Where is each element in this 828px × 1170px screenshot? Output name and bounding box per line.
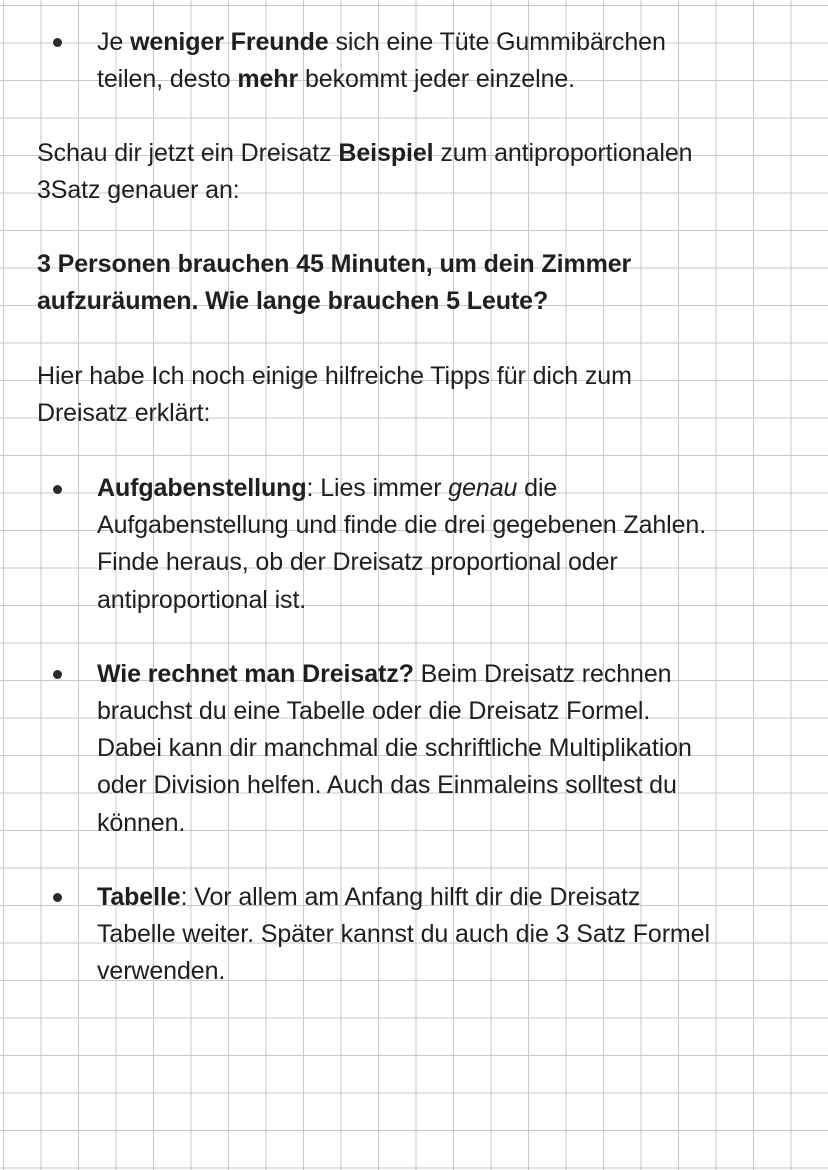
tip-title: Tabelle bbox=[97, 883, 181, 911]
bullet-dot bbox=[53, 670, 62, 679]
example-line2 bbox=[37, 283, 548, 320]
example-line1 bbox=[37, 246, 631, 283]
tips-intro-line1: Hier habe Ich noch einige hilfreiche Tipps für dich zum bbox=[37, 362, 632, 390]
tip-title: Wie rechnet man Dreisatz? bbox=[97, 660, 414, 688]
text: Beim Dreisatz rechnen bbox=[413, 660, 672, 688]
bullet1-line1 bbox=[97, 24, 666, 61]
intro-line2: 3Satz genauer an: bbox=[37, 176, 240, 204]
tips-intro-line2: Dreisatz erklärt: bbox=[37, 399, 211, 427]
text: sich eine Tüte Gummibärchen bbox=[328, 28, 666, 56]
bullet-dot bbox=[53, 38, 62, 47]
text: die bbox=[517, 474, 558, 502]
italic-text: genau bbox=[448, 474, 518, 502]
tip3-line3: verwenden. bbox=[97, 957, 226, 985]
text: : Vor allem am Anfang hilft dir die Dreisatz bbox=[180, 883, 641, 911]
tip2-line3: Dabei kann dir manchmal die schriftliche Multiplikation bbox=[97, 734, 692, 762]
bullet-dot bbox=[53, 485, 62, 494]
bold-text: Beispiel bbox=[338, 139, 434, 167]
tip2-line5: können. bbox=[97, 809, 186, 837]
tip1-line3: Finde heraus, ob der Dreisatz proportional oder bbox=[97, 548, 618, 576]
tip2-line4: oder Division helfen. Auch das Einmaleins solltest du bbox=[97, 771, 677, 799]
tip1-line4: antiproportional ist. bbox=[97, 586, 307, 614]
text: Je bbox=[97, 28, 131, 56]
bold-text: aufzuräumen. Wie lange brauchen 5 Leute? bbox=[37, 287, 549, 315]
bullet1-line2 bbox=[97, 61, 575, 98]
text: Schau dir jetzt ein Dreisatz bbox=[37, 139, 339, 167]
text: : Lies immer bbox=[306, 474, 449, 502]
text: bekommt jeder einzelne. bbox=[298, 65, 576, 93]
tip1-line2: Aufgabenstellung und finde die drei gegebenen Zahlen. bbox=[97, 511, 707, 539]
text: zum antiproportionalen bbox=[433, 139, 693, 167]
tip2-line2: brauchst du eine Tabelle oder die Dreisatz Formel. bbox=[97, 697, 651, 725]
bullet-dot bbox=[53, 893, 62, 902]
tip1-line1 bbox=[97, 470, 557, 507]
bold-text: mehr bbox=[237, 65, 299, 93]
intro-line1 bbox=[37, 135, 692, 172]
bold-text: weniger Freunde bbox=[130, 28, 329, 56]
tip2-line1 bbox=[97, 656, 671, 693]
tip3-line2: Tabelle weiter. Später kannst du auch die 3 Satz Formel bbox=[97, 920, 710, 948]
tip3-line1 bbox=[97, 879, 640, 916]
bold-text: 3 Personen brauchen 45 Minuten, um dein Zimmer bbox=[37, 250, 632, 278]
text: teilen, desto bbox=[97, 65, 238, 93]
tip-title: Aufgabenstellung bbox=[97, 474, 307, 502]
